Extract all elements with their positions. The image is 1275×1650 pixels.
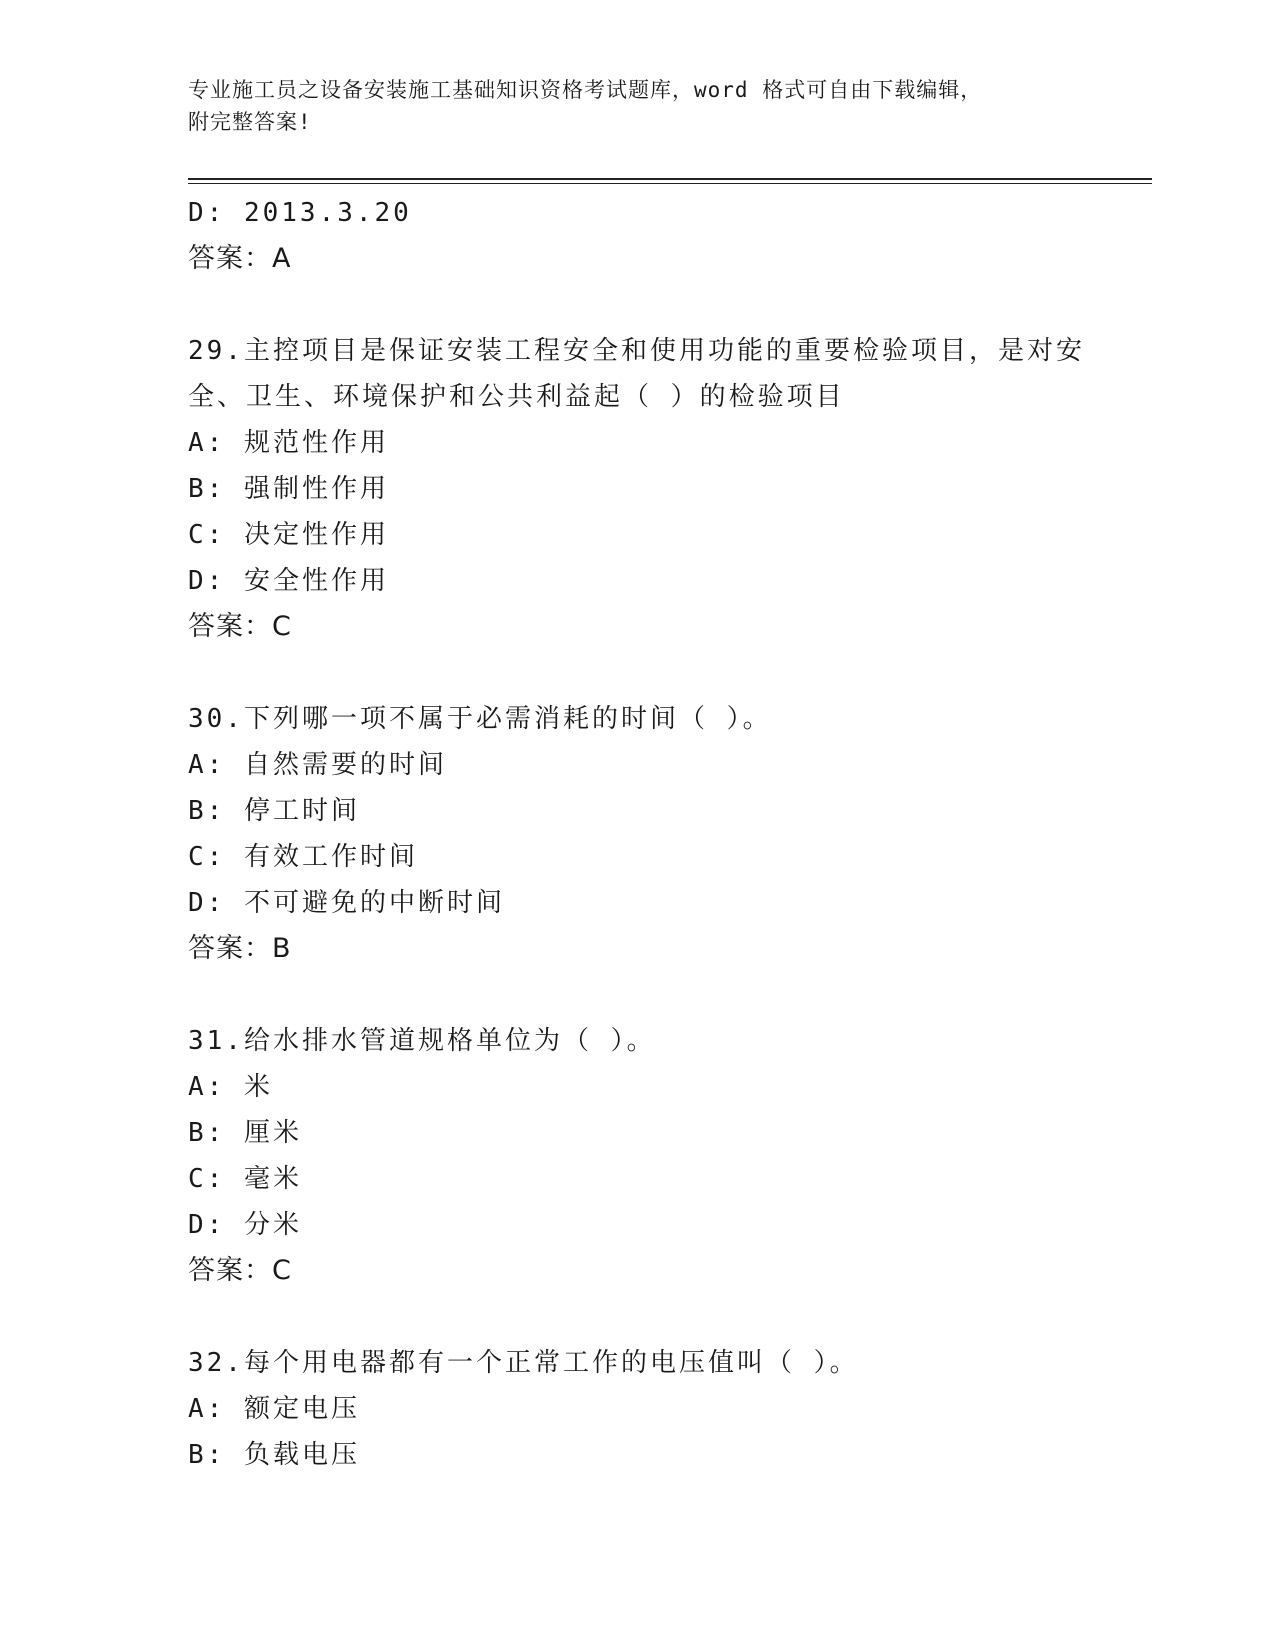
option-a: A: 自然需要的时间 xyxy=(188,750,447,780)
option-a: A: 米 xyxy=(188,1072,273,1102)
option-a: A: 额定电压 xyxy=(188,1394,360,1424)
header-divider-top xyxy=(188,178,1152,180)
prev-option-d: D: 2013.3.20 xyxy=(188,198,412,228)
spacer xyxy=(188,1294,1108,1340)
option-c: C: 决定性作用 xyxy=(188,520,389,550)
question-29 xyxy=(188,328,1108,650)
question-stem: 31.给水排水管道规格单位为（ ）。 xyxy=(188,1026,656,1056)
question-content xyxy=(188,190,1108,1478)
answer: 答案：C xyxy=(188,611,292,642)
question-stem: 29.主控项目是保证安装工程安全和使用功能的重要检验项目，是对安 xyxy=(188,336,1085,366)
question-stem: 32.每个用电器都有一个正常工作的电压值叫（ ）。 xyxy=(188,1348,859,1378)
option-b: B: 厘米 xyxy=(188,1118,302,1148)
header-divider-bottom xyxy=(188,183,1152,184)
spacer xyxy=(188,282,1108,328)
option-c: C: 有效工作时间 xyxy=(188,842,418,872)
question-stem: 30.下列哪一项不属于必需消耗的时间（ ）。 xyxy=(188,704,772,734)
option-d: D: 分米 xyxy=(188,1210,302,1240)
spacer xyxy=(188,650,1108,696)
option-b: B: 强制性作用 xyxy=(188,474,389,504)
prev-answer: 答案：A xyxy=(188,243,292,274)
question-stem-continued: 全、卫生、环境保护和公共利益起（ ）的检验项目 xyxy=(188,382,845,412)
spacer xyxy=(188,972,1108,1018)
answer: 答案：C xyxy=(188,1255,292,1286)
option-b: B: 负载电压 xyxy=(188,1440,360,1470)
header-line-2: 附完整答案! xyxy=(188,110,312,134)
option-a: A: 规范性作用 xyxy=(188,428,389,458)
page-header xyxy=(188,74,1088,138)
question-30 xyxy=(188,696,1108,972)
header-line-1: 专业施工员之设备安装施工基础知识资格考试题库，word 格式可自由下载编辑， xyxy=(188,78,983,102)
answer: 答案：B xyxy=(188,933,292,964)
option-b: B: 停工时间 xyxy=(188,796,360,826)
option-d: D: 安全性作用 xyxy=(188,566,389,596)
question-32 xyxy=(188,1340,1108,1478)
question-31 xyxy=(188,1018,1108,1294)
option-c: C: 毫米 xyxy=(188,1164,302,1194)
option-d: D: 不可避免的中断时间 xyxy=(188,888,505,918)
